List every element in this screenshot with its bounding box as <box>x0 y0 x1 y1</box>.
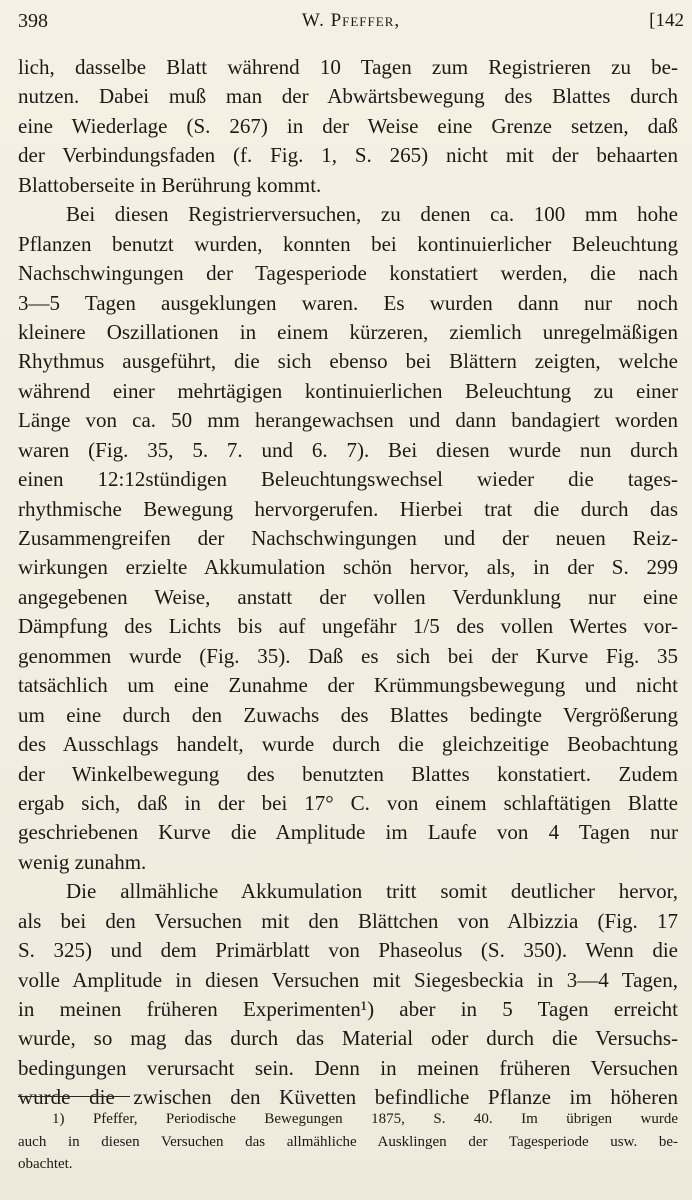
text-line: bedingungen verursacht sein. Denn in meinen früheren Versuchen <box>18 1055 678 1080</box>
page-header <box>18 6 684 36</box>
footnote-line: obachtet. <box>18 1156 73 1172</box>
footnote-line: auch in diesen Versuchen das allmähliche Ausklingen der Tagesperiode usw. be- <box>18 1133 678 1150</box>
text-line: Länge von ca. 50 mm herangewachsen und dann bandagiert worden <box>18 408 678 433</box>
text-line: Blattoberseite in Berührung kommt. <box>18 172 322 197</box>
text-line: Dämpfung des Lichts bis auf ungefähr 1/5 des vollen Wertes vor- <box>18 614 678 639</box>
body-text <box>18 53 678 1113</box>
text-line: waren (Fig. 35, 5. 7. und 6. 7). Bei diesen wurde nun durch <box>18 437 678 462</box>
text-line: wirkungen erzielte Akkumulation schön hervor, als, in der S. 299 <box>18 555 678 580</box>
text-line: Rhythmus ausgeführt, die sich ebenso bei Blättern zeigten, welche <box>18 349 678 374</box>
text-line: Nachschwingungen der Tagesperiode konstatiert werden, die nach <box>18 261 678 286</box>
text-line: 3—5 Tagen ausgeklungen waren. Es wurden dann nur noch <box>18 290 678 315</box>
text-line: geschriebenen Kurve die Amplitude im Laufe von 4 Tagen nur <box>18 820 678 845</box>
text-line: der Verbindungsfaden (f. Fig. 1, S. 265) nicht mit der behaarten <box>18 143 678 168</box>
text-line: um eine durch den Zuwachs des Blattes bedingte Vergrößerung <box>18 702 678 727</box>
page-number: 398 <box>18 10 48 32</box>
text-line: ergab sich, daß in der bei 17° C. von einem schlaftätigen Blatte <box>18 790 678 815</box>
original-page-number: [142 <box>649 10 684 31</box>
text-line: tatsächlich um eine Zunahme der Krümmungsbewegung und nicht <box>18 673 678 698</box>
footnote-divider <box>18 1096 130 1097</box>
text-line: Pflanzen benutzt wurden, konnten bei kontinuierlicher Beleuchtung <box>18 231 678 256</box>
footnote-line: 1) Pfeffer, Periodische Bewegungen 1875, S. 40. Im übrigen wurde <box>52 1111 678 1127</box>
text-line: während einer mehrtägigen kontinuierlichen Beleuchtung zu einer <box>18 378 678 403</box>
text-line: lich, dasselbe Blatt während 10 Tagen zum Registrieren zu be- <box>18 55 678 79</box>
text-line: S. 325) und dem Primärblatt von Phaseolus (S. 350). Wenn die <box>18 938 678 963</box>
text-line: eine Wiederlage (S. 267) in der Weise eine Grenze setzen, daß <box>18 113 678 138</box>
text-line: rhythmische Bewegung hervorgerufen. Hierbei trat die durch das <box>18 496 678 521</box>
text-line: wurde die zwischen den Küvetten befindliche Pflanze im höheren <box>18 1085 678 1110</box>
footnote <box>18 1108 678 1176</box>
text-line: Die allmähliche Akkumulation tritt somit deutlicher hervor, <box>66 879 678 904</box>
text-line: genommen wurde (Fig. 35). Daß es sich bei der Kurve Fig. 35 <box>18 643 678 668</box>
text-line: als bei den Versuchen mit den Blättchen von Albizzia (Fig. 17 <box>18 908 678 933</box>
text-line: in meinen früheren Experimenten¹) aber in 5 Tagen erreicht <box>18 997 678 1021</box>
text-line: einen 12:12stündigen Beleuchtungswechsel wieder die tages- <box>18 467 678 492</box>
text-line: nutzen. Dabei muß man der Abwärtsbewegung des Blattes durch <box>18 84 678 109</box>
text-line: Zusammengreifen der Nachschwingungen und der neuen Reiz- <box>18 526 678 550</box>
text-line: der Winkelbewegung des benutzten Blattes konstatiert. Zudem <box>18 761 678 786</box>
text-line: wenig zunahm. <box>18 849 147 874</box>
text-line: angegebenen Weise, anstatt der vollen Verdunklung nur eine <box>18 584 678 609</box>
running-head-author: W. Pfeffer, <box>301 10 401 31</box>
text-line: kleinere Oszillationen in einem kürzeren, ziemlich unregelmäßigen <box>18 319 678 344</box>
text-line: volle Amplitude in diesen Versuchen mit Siegesbeckia in 3—4 Tagen, <box>18 967 678 992</box>
text-line: Bei diesen Registrierversuchen, zu denen ca. 100 mm hohe <box>66 202 678 227</box>
text-line: des Ausschlags handelt, wurde durch die gleichzeitige Beobachtung <box>18 732 678 757</box>
text-line: wurde, so mag das durch das Material oder durch die Versuchs- <box>18 1026 678 1051</box>
